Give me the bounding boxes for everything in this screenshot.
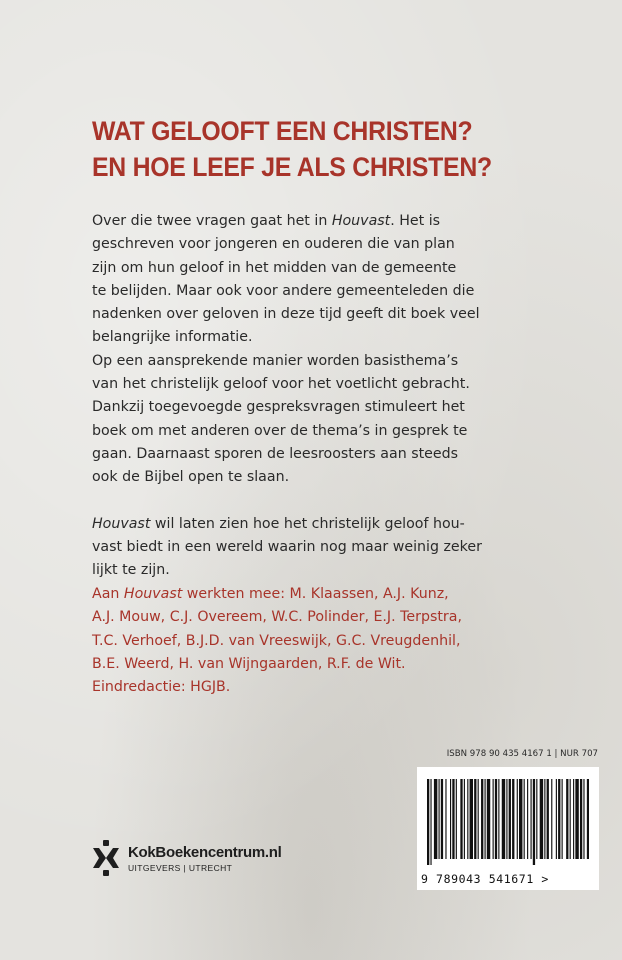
blurb-line: Dankzij toegevoegde gespreksvragen stimuleert het	[92, 399, 465, 416]
barcode-bar	[573, 779, 574, 859]
barcode-bar	[493, 779, 494, 859]
publisher-location: UITGEVERS | UTRECHT	[128, 863, 233, 873]
barcode-bar	[531, 779, 532, 859]
barcode-bar	[551, 779, 552, 859]
barcode-bar	[481, 779, 483, 859]
credits-line: T.C. Verhoef, B.J.D. van Vreeswijk, G.C. Vreugdenhil,	[92, 632, 461, 649]
barcode-bar	[536, 779, 537, 859]
barcode-bar	[583, 779, 584, 859]
barcode-bar	[464, 779, 465, 859]
barcode-bar	[566, 779, 568, 859]
barcode-bar	[556, 779, 557, 859]
book-title-italic: Houvast	[331, 213, 391, 229]
publisher-name: KokBoekencentrum.nl	[128, 844, 282, 861]
blurb-line: Houvast wil laten zien hoe het christelijk geloof hou-	[92, 515, 465, 532]
blurb-paragraph-1	[92, 210, 512, 490]
blurb-line: zijn om hun geloof in het midden van de gemeente	[92, 259, 457, 276]
headline-line-1: WAT GELOOFT EEN CHRISTEN?	[92, 116, 473, 146]
barcode-bar	[502, 779, 505, 859]
barcode-digits: 9 789043 541671 >	[421, 872, 549, 886]
barcode-bar	[495, 779, 497, 859]
barcode-bar	[445, 779, 446, 859]
barcode-bar	[524, 779, 525, 859]
barcode-bar	[533, 779, 535, 865]
credits-line: B.E. Weerd, H. van Wijngaarden, R.F. de Wit.	[92, 655, 406, 672]
headline-line-2: EN HOE LEEF JE ALS CHRISTEN?	[92, 152, 492, 182]
barcode-bar	[570, 779, 571, 859]
contributors-credits	[92, 583, 532, 699]
blurb-line: gaan. Daarnaast sporen de leesroosters aan steeds	[92, 445, 459, 462]
blurb-paragraph-2	[92, 513, 512, 583]
barcode-bar	[487, 779, 490, 859]
barcode-bar	[485, 779, 486, 859]
barcode-bar	[452, 779, 454, 859]
barcode-bar	[427, 779, 429, 865]
blurb-line: lijkt te zijn.	[92, 562, 170, 579]
blurb-line: geschreven voor jongeren en ouderen die van plan	[92, 236, 455, 253]
barcode-bars	[427, 779, 589, 865]
blurb-line: nadenken over geloven in deze tijd geeft dit boek veel	[92, 306, 480, 323]
book-title-italic: Houvast	[123, 586, 183, 602]
blurb-line: Over die twee vragen gaat het in Houvast. Het is	[92, 213, 441, 229]
blurb-line: te belijden. Maar ook voor andere gemeenteleden die	[92, 282, 475, 299]
barcode-bar	[517, 779, 518, 859]
kok-logo-icon	[90, 838, 122, 878]
barcode-bar	[547, 779, 549, 859]
credits-line: Eindredactie: HGJB.	[92, 679, 231, 696]
book-title-italic: Houvast	[92, 515, 151, 532]
barcode-bar	[441, 779, 443, 859]
blurb-line: boek om met anderen over de thema’s in gesprek te	[92, 422, 468, 439]
blurb-line: belangrijke informatie.	[92, 329, 253, 346]
barcode-bar	[450, 779, 451, 859]
barcode-bar	[467, 779, 468, 859]
barcode-bar	[512, 779, 514, 859]
barcode-bar	[580, 779, 582, 859]
barcode-bar	[460, 779, 462, 859]
barcode-bar	[527, 779, 528, 859]
barcode-bar	[575, 779, 578, 859]
blurb-line: Op een aansprekende manier worden basisthema’s	[92, 352, 459, 369]
blurb-line: vast biedt in een wereld waarin nog maar weinig zeker	[92, 539, 482, 556]
credits-line: A.J. Mouw, C.J. Overeem, W.C. Polinder, E.J. Terpstra,	[92, 609, 462, 626]
barcode-bar	[470, 779, 473, 859]
barcode	[417, 767, 599, 890]
barcode-bar	[509, 779, 511, 859]
barcode-bar	[456, 779, 457, 859]
barcode-bar	[562, 779, 563, 859]
barcode-bar	[544, 779, 545, 859]
barcode-bar	[506, 779, 507, 859]
barcode-bar	[540, 779, 543, 859]
barcode-bar	[434, 779, 437, 859]
barcode-bar	[498, 779, 499, 859]
barcode-bar	[519, 779, 522, 859]
blurb-line: van het christelijk geloof voor het voetlicht gebracht.	[92, 376, 470, 393]
blurb-line: ook de Bijbel open te slaan.	[92, 469, 290, 486]
isbn-nur-line: ISBN 978 90 435 4167 1 | NUR 707	[446, 749, 598, 759]
barcode-bar	[430, 779, 431, 865]
back-cover-headline	[92, 113, 534, 185]
barcode-bar	[558, 779, 560, 859]
barcode-bar	[478, 779, 479, 859]
credits-line: Aan Houvast werkten mee: M. Klaassen, A.J. Kunz,	[92, 586, 449, 602]
barcode-bar	[474, 779, 476, 859]
barcode-bar	[439, 779, 440, 859]
barcode-bar	[587, 779, 589, 859]
blurb	[92, 210, 512, 583]
